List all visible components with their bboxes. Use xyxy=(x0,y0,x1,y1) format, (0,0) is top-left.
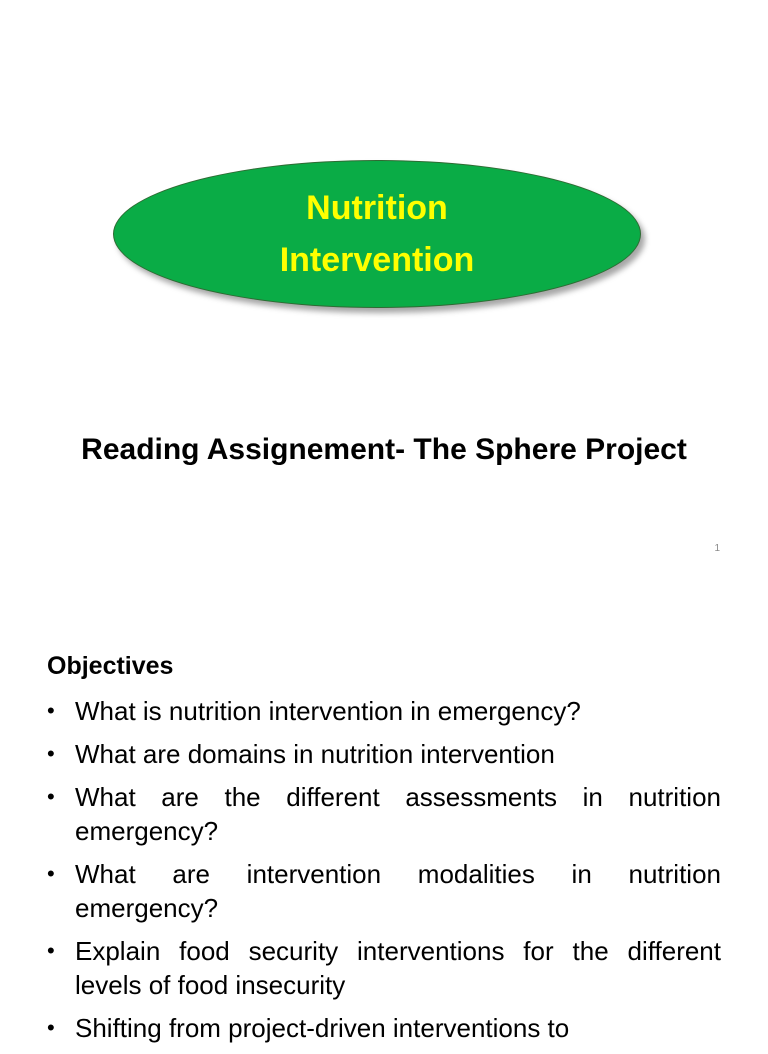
bullet-icon: • xyxy=(47,1015,55,1040)
page-number: 1 xyxy=(714,543,720,554)
bullet-icon: • xyxy=(47,741,55,766)
objectives-list xyxy=(47,694,721,1054)
list-item-text: Explain food security interventions for the different levels of food insecurity xyxy=(75,936,721,1000)
bullet-icon: • xyxy=(47,698,55,723)
list-item-text: What are intervention modalities in nutrition emergency? xyxy=(75,859,721,923)
slide-subtitle: Reading Assignement- The Sphere Project xyxy=(81,433,687,466)
list-item xyxy=(47,857,721,925)
objectives-heading: Objectives xyxy=(47,652,174,680)
bullet-icon: • xyxy=(47,784,55,809)
bullet-icon: • xyxy=(47,861,55,886)
list-item xyxy=(47,934,721,1002)
list-item xyxy=(47,1011,721,1045)
list-item-text: What are the different assessments in nutrition emergency? xyxy=(75,782,721,846)
slide-title-line-2: Intervention xyxy=(279,241,475,279)
list-item xyxy=(47,780,721,848)
slide-title-line-1: Nutrition xyxy=(306,189,448,227)
list-item-text: What is nutrition intervention in emergency? xyxy=(75,696,581,726)
list-item xyxy=(47,694,721,728)
slide-objectives xyxy=(0,576,768,1043)
list-item xyxy=(47,737,721,771)
list-item-text: What are domains in nutrition intervention xyxy=(75,739,555,769)
list-item-text: Shifting from project-driven interventions to xyxy=(75,1013,570,1043)
title-ellipse xyxy=(113,160,641,308)
bullet-icon: • xyxy=(47,938,55,963)
